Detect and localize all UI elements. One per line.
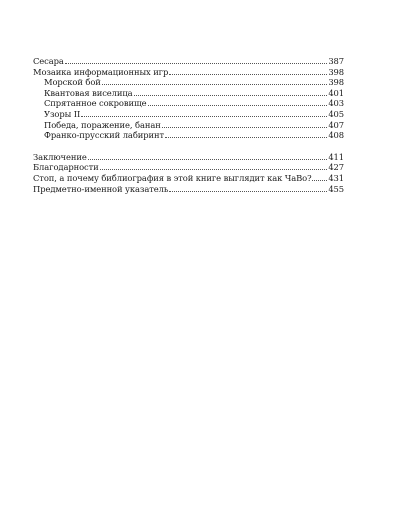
toc-entry [33, 173, 344, 184]
toc-subentry-title: Узоры II [44, 108, 81, 119]
toc-entry [33, 184, 344, 195]
table-of-contents [33, 56, 344, 194]
toc-entry [33, 67, 344, 78]
dot-leader [102, 84, 328, 85]
toc-subentry [33, 98, 344, 109]
toc-subentry-page: 401 [328, 87, 344, 98]
dot-leader [88, 159, 328, 160]
toc-entry-title: Мозаика информационных игр [33, 66, 169, 77]
toc-entry-page: 411 [328, 151, 344, 162]
dot-leader [312, 180, 327, 181]
dot-leader [162, 127, 328, 128]
toc-entry-page: 387 [328, 56, 344, 66]
toc-entry-title: Предметно-именной указатель [33, 183, 169, 194]
toc-subentry-title: Спрятанное сокровище [44, 98, 147, 109]
toc-entry-title: Стоп, а почему библиография в этой книге выглядит как ЧаВо? [33, 172, 312, 183]
toc-subentry [33, 77, 344, 88]
toc-subentry [33, 130, 344, 141]
toc-entry [33, 162, 344, 173]
toc-entry-title: Заключение [33, 151, 87, 162]
dot-leader [65, 63, 328, 64]
toc-entry-page: 431 [328, 172, 344, 183]
toc-entry [33, 152, 344, 163]
toc-subentry-title: Франко-прусский лабиринт [44, 130, 165, 141]
dot-leader [100, 169, 328, 170]
toc-entry-page: 455 [328, 183, 344, 194]
dot-leader [165, 137, 327, 138]
toc-subentry-title: Квантовая виселица [44, 87, 133, 98]
toc-subentry-page: 398 [328, 77, 344, 88]
toc-entry [33, 56, 344, 67]
toc-subentry-page: 405 [328, 108, 344, 119]
dot-leader [169, 191, 327, 192]
toc-subentry-title: Победа, поражение, банан [44, 119, 161, 130]
toc-group-back-matter [33, 152, 344, 194]
toc-subentry [33, 109, 344, 120]
dot-leader [148, 105, 328, 106]
dot-leader [169, 74, 327, 75]
toc-entry-page: 427 [328, 162, 344, 173]
toc-subentry-page: 407 [328, 119, 344, 130]
toc-subentry [33, 120, 344, 131]
dot-leader [134, 95, 328, 96]
dot-leader [81, 116, 327, 117]
toc-entry-page: 398 [328, 66, 344, 77]
toc-group-chapter-end [33, 56, 344, 141]
toc-entry-title: Благодарности [33, 162, 99, 173]
toc-subentry-page: 408 [328, 130, 344, 141]
toc-subentry [33, 88, 344, 99]
toc-subentry-title: Морской бой [44, 77, 101, 88]
toc-subentry-page: 403 [328, 98, 344, 109]
toc-entry-title: Сесара [33, 56, 64, 66]
